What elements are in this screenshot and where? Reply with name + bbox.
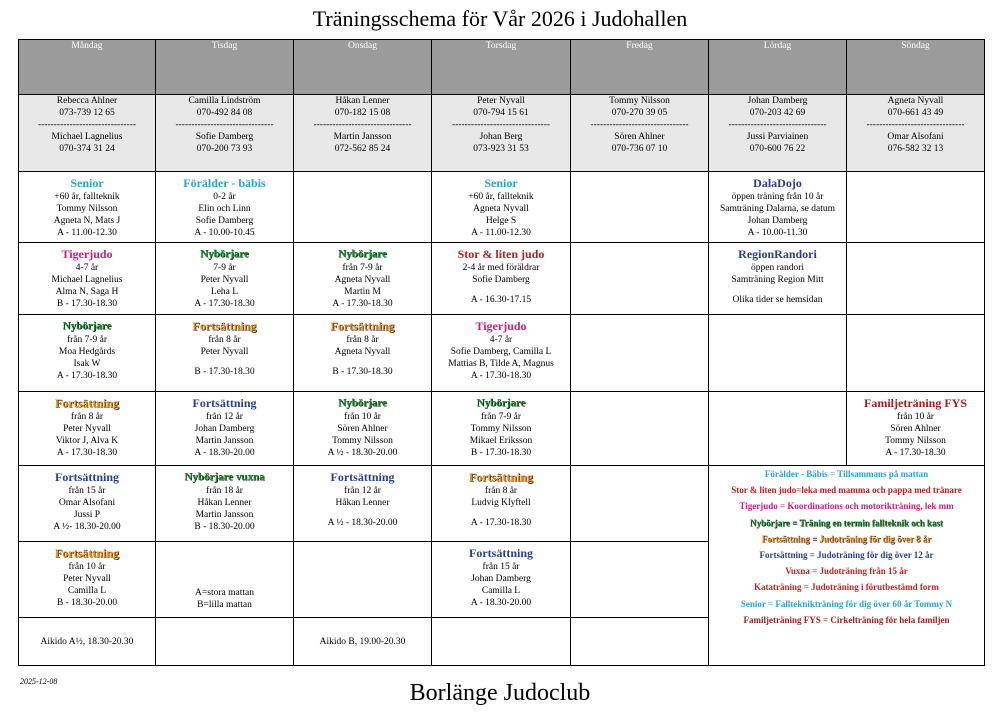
session-assistants: Tommy Nilsson bbox=[332, 436, 393, 446]
contact-name: Johan Berg bbox=[479, 132, 523, 142]
aikido-session: Aikido A½, 18.30-20.30 bbox=[40, 637, 134, 647]
session-time: A - 17.30-18.30 bbox=[194, 299, 255, 309]
session-title: Stor & liten judo bbox=[457, 247, 545, 261]
day-monday: Måndag bbox=[19, 40, 156, 95]
session-time: A - 17.30-18.30 bbox=[470, 518, 532, 528]
session-time: A - 17.30-18.30 bbox=[470, 371, 532, 381]
session-title: Senior bbox=[484, 176, 518, 190]
session-age: 7-9 år bbox=[213, 263, 236, 273]
session-title: Nybörjare bbox=[62, 320, 112, 332]
session-title: Förälder - bäbis bbox=[183, 176, 266, 190]
day-friday: Fredag bbox=[571, 40, 709, 95]
day-saturday: Lördag bbox=[709, 40, 847, 95]
empty-cell bbox=[571, 618, 709, 666]
session-cell bbox=[19, 618, 156, 666]
schedule-row bbox=[19, 315, 985, 392]
contact-phone: 073-739 12 65 bbox=[59, 108, 115, 118]
session-time: A - 17.30-18.30 bbox=[885, 448, 946, 458]
session-leader: Sören Ahlner bbox=[890, 424, 941, 434]
contact-phone: 070-374 31 24 bbox=[59, 144, 115, 154]
empty-cell bbox=[571, 243, 709, 315]
session-age: från 8 år bbox=[484, 486, 518, 496]
session-assistants: Mattias B, Tilde A, Magnus bbox=[448, 359, 554, 369]
session-age: från 10 år bbox=[897, 412, 934, 422]
contact-name: Sören Ahlner bbox=[614, 132, 665, 142]
schedule-row bbox=[19, 392, 985, 466]
session-cell bbox=[19, 542, 156, 618]
session-time: A - 18.30-20.00 bbox=[194, 448, 255, 458]
session-title: Nybörjare vuxna bbox=[184, 471, 265, 483]
session-leader: Peter Nyvall bbox=[200, 347, 249, 357]
session-assistants: Agneta N, Mats J bbox=[53, 216, 121, 226]
session-age: från 7-9 år bbox=[480, 412, 522, 422]
contact-cell bbox=[19, 95, 156, 172]
contact-phone: 070-492 84 08 bbox=[196, 108, 253, 118]
legend-item: Stor & liten judo=leka med mamma och pappa med tränare bbox=[731, 485, 962, 496]
schedule-row bbox=[19, 466, 985, 542]
session-cell bbox=[432, 392, 571, 466]
session-title: Nybörjare bbox=[338, 248, 387, 260]
session-age: från 10 år bbox=[68, 562, 106, 572]
contact-separator: ------------------------------- bbox=[451, 120, 551, 130]
session-leader: Moa Hedgårds bbox=[58, 347, 116, 357]
schedule-row bbox=[19, 172, 985, 243]
empty-cell bbox=[571, 466, 709, 542]
session-assistants: Alma N, Saga H bbox=[55, 287, 119, 297]
session-cell bbox=[432, 466, 571, 542]
session-assistants: Tommy Nilsson bbox=[885, 436, 946, 446]
session-cell bbox=[847, 392, 985, 466]
session-age: från 8 år bbox=[70, 412, 104, 422]
contact-phone: 070-661 43 49 bbox=[887, 108, 944, 118]
session-leader: Sören Ahlner bbox=[337, 424, 388, 434]
contact-name: Sofie Damberg bbox=[195, 132, 254, 142]
session-assistants: Jussi P bbox=[73, 510, 101, 520]
session-cell bbox=[19, 172, 156, 243]
mat-a-label: A=stora mattan bbox=[195, 588, 254, 598]
session-cell bbox=[156, 466, 294, 542]
contact-separator: ------------------------------- bbox=[866, 120, 965, 130]
schedule-row bbox=[19, 243, 985, 315]
session-title: Fortsättning bbox=[55, 470, 119, 484]
session-assistants: Martin Jansson bbox=[195, 436, 254, 446]
mat-b-label: B=lilla mattan bbox=[197, 600, 252, 610]
empty-cell bbox=[709, 315, 847, 392]
session-age: från 7-9 år bbox=[66, 335, 108, 345]
day-tuesday: Tisdag bbox=[156, 40, 294, 95]
session-time: B - 17.30-18.30 bbox=[470, 448, 532, 458]
session-time: A - 17.30-18.30 bbox=[56, 448, 118, 458]
session-leader: Sofie Damberg, Camilla L bbox=[450, 347, 552, 357]
empty-cell bbox=[571, 172, 709, 243]
day-thursday: Torsdag bbox=[432, 40, 571, 95]
session-cell bbox=[19, 315, 156, 392]
contact-name: Jussi Parviainen bbox=[746, 132, 809, 142]
session-age: från 8 år bbox=[208, 335, 241, 345]
legend-item: Förälder - Bäbis = Tillsammans på mattan bbox=[764, 469, 929, 479]
session-cell bbox=[19, 466, 156, 542]
contact-phone: 070-736 07 10 bbox=[611, 144, 668, 154]
session-title: Fortsättning bbox=[469, 546, 533, 560]
day-header-row bbox=[19, 40, 985, 95]
empty-cell bbox=[847, 315, 985, 392]
session-age: från 7-9 år bbox=[342, 263, 383, 273]
session-title: Tigerjudo bbox=[475, 319, 527, 333]
contact-cell bbox=[571, 95, 709, 172]
session-cell bbox=[294, 466, 432, 542]
session-cell bbox=[294, 315, 432, 392]
session-time: B - 18.30-20.00 bbox=[194, 522, 255, 532]
session-time: A - 18.30-20.00 bbox=[470, 598, 532, 608]
legend-item: Vuxna = Judoträning från 15 år bbox=[785, 566, 908, 577]
empty-cell bbox=[156, 618, 294, 666]
session-leader: Tommy Nilsson bbox=[56, 204, 118, 214]
empty-cell bbox=[847, 243, 985, 315]
session-cell bbox=[294, 618, 432, 666]
empty-cell bbox=[709, 392, 847, 466]
contact-phone: 070-270 39 05 bbox=[611, 108, 668, 118]
session-assistants: Martin M bbox=[344, 287, 381, 297]
session-info: Samträning Dalarna, se datum bbox=[719, 204, 836, 214]
legend-item: Tigerjudo = Koordinations och motorikträning, lek mm bbox=[739, 501, 954, 512]
session-time: A - 11.00-12.30 bbox=[471, 228, 531, 238]
contact-cell bbox=[847, 95, 985, 172]
session-age: +60 år, fallteknik bbox=[468, 192, 534, 202]
session-leader: Agneta Nyvall bbox=[334, 347, 391, 357]
contact-phone: 070-794 15 61 bbox=[473, 108, 529, 118]
session-age: från 12 år bbox=[206, 412, 243, 422]
contact-cell bbox=[156, 95, 294, 172]
session-leader: Ludvig Klyftell bbox=[471, 498, 531, 508]
session-cell bbox=[156, 243, 294, 315]
session-cell bbox=[294, 392, 432, 466]
contact-name: Johan Damberg bbox=[747, 96, 808, 106]
legend bbox=[709, 466, 985, 666]
session-assistants: Leha L bbox=[210, 287, 239, 297]
session-time: B - 17.30-18.30 bbox=[56, 299, 118, 309]
session-title: Fortsättning bbox=[330, 319, 395, 333]
contact-name: Martin Jansson bbox=[333, 132, 392, 142]
session-assistants: Helge S bbox=[485, 216, 517, 226]
session-time: A ½ - 18.30-20.00 bbox=[327, 448, 398, 458]
session-leader: Omar Alsofani bbox=[58, 498, 116, 508]
session-cell bbox=[156, 392, 294, 466]
legend-item: Senior = Fallteknikträning för dig över 60 år Tommy N bbox=[740, 598, 953, 609]
session-title: Fortsättning bbox=[469, 470, 533, 484]
session-info: öppen randori bbox=[750, 263, 805, 273]
contact-name: Agneta Nyvall bbox=[887, 96, 944, 106]
session-info: öppen träning från 10 år bbox=[731, 192, 824, 202]
session-leader: Tommy Nilsson bbox=[470, 424, 532, 434]
session-title: Nybörjare bbox=[200, 248, 249, 260]
contact-phone: 070-600 76 22 bbox=[749, 144, 806, 154]
session-time: A - 11.00-12.30 bbox=[57, 228, 117, 238]
session-title: RegionRandori bbox=[738, 247, 817, 261]
session-cell bbox=[432, 542, 571, 618]
session-cell bbox=[709, 243, 847, 315]
session-time: A ½- 18.30-20.00 bbox=[53, 522, 121, 532]
session-age: 4-7 år bbox=[75, 263, 99, 273]
session-cell bbox=[156, 172, 294, 243]
contact-separator: ------------------------------- bbox=[728, 120, 827, 130]
contact-name: Camilla Lindström bbox=[188, 96, 261, 106]
contact-phone: 072-562 85 24 bbox=[334, 144, 391, 154]
empty-cell bbox=[571, 542, 709, 618]
session-age: från 12 år bbox=[344, 486, 381, 496]
session-cell bbox=[156, 315, 294, 392]
session-info: Samträning Region Mitt bbox=[731, 275, 824, 285]
session-leader: Peter Nyvall bbox=[63, 574, 111, 584]
session-time: A - 17.30-18.30 bbox=[56, 371, 118, 381]
session-title: Familjeträning FYS bbox=[864, 396, 967, 410]
session-leader: Peter Nyvall bbox=[63, 424, 111, 434]
session-title: Senior bbox=[70, 176, 104, 190]
legend-item: Nybörjare = Träning en termin fallteknik och kast bbox=[750, 517, 943, 528]
contact-separator: ------------------------------- bbox=[590, 120, 689, 130]
session-title: Tigerjudo bbox=[61, 247, 113, 261]
session-leader: Johan Damberg bbox=[194, 424, 255, 434]
contact-phone: 076-582 32 13 bbox=[887, 144, 944, 154]
session-assistants: Viktor J, Alva K bbox=[55, 436, 119, 446]
session-leader: Michael Lagnelius bbox=[51, 275, 123, 285]
session-time: B - 18.30-20.00 bbox=[56, 598, 118, 608]
session-leader: Johan Damberg bbox=[747, 216, 808, 226]
empty-cell bbox=[847, 172, 985, 243]
empty-cell bbox=[571, 315, 709, 392]
session-title: Fortsättning bbox=[192, 319, 257, 333]
contact-row bbox=[19, 95, 985, 172]
contact-name: Peter Nyvall bbox=[477, 96, 525, 106]
mat-legend-cell bbox=[156, 542, 294, 618]
session-leader: Håkan Lenner bbox=[335, 498, 390, 508]
session-age: från 8 år bbox=[346, 335, 379, 345]
session-age: från 18 år bbox=[206, 486, 243, 496]
session-cell bbox=[709, 172, 847, 243]
contact-cell bbox=[709, 95, 847, 172]
session-leader: Håkan Lenner bbox=[197, 498, 252, 508]
contact-name: Tommy Nilsson bbox=[609, 96, 670, 106]
contact-cell bbox=[294, 95, 432, 172]
session-title: Nybörjare bbox=[338, 397, 387, 409]
contact-name: Rebecca Ahlner bbox=[56, 96, 118, 106]
session-age: 0-2 år bbox=[213, 192, 236, 202]
session-title: Fortsättning bbox=[192, 396, 257, 410]
session-leader: Sofie Damberg bbox=[472, 275, 530, 285]
session-assistants: Camilla L bbox=[67, 586, 107, 596]
contact-separator: ------------------------------- bbox=[37, 120, 137, 130]
session-cell bbox=[432, 243, 571, 315]
legend-item: Fortsättning = Judoträning för dig över 12 år bbox=[759, 550, 934, 561]
session-age: +60 år, fallteknik bbox=[54, 192, 120, 202]
session-leader: Agneta Nyvall bbox=[473, 204, 529, 214]
contact-name: Michael Lagnelius bbox=[51, 132, 123, 142]
day-sunday: Söndag bbox=[847, 40, 985, 95]
legend-item: Kataträning = Judoträning i förutbestämd form bbox=[754, 582, 939, 593]
session-leader: Agneta Nyvall bbox=[334, 275, 391, 285]
session-cell bbox=[432, 315, 571, 392]
session-time: A ½ - 18.30-20.00 bbox=[327, 518, 398, 528]
contact-phone: 073-923 31 53 bbox=[473, 144, 529, 154]
session-time: A - 10.00-10.45 bbox=[194, 228, 255, 238]
document-date: 2025-12-08 bbox=[20, 677, 58, 686]
session-time: B - 17.30-18.30 bbox=[332, 367, 393, 377]
session-time: A - 10.00-11.30 bbox=[747, 228, 808, 238]
page-title: Träningsschema för Vår 2026 i Judohallen bbox=[312, 6, 688, 31]
contact-cell bbox=[432, 95, 571, 172]
contact-separator: ------------------------------- bbox=[175, 120, 274, 130]
session-cell bbox=[432, 172, 571, 243]
empty-cell bbox=[571, 392, 709, 466]
schedule-table bbox=[18, 39, 985, 666]
session-title: DalaDojo bbox=[753, 176, 802, 190]
session-time: A - 17.30-18.30 bbox=[332, 299, 393, 309]
session-title: Fortsättning bbox=[55, 546, 119, 560]
contact-name: Omar Alsofani bbox=[887, 132, 944, 142]
contact-phone: 070-200 73 93 bbox=[196, 144, 253, 154]
session-cell bbox=[294, 243, 432, 315]
session-assistants: Mikael Eriksson bbox=[469, 436, 533, 446]
empty-cell bbox=[294, 172, 432, 243]
contact-phone: 070-182 15 08 bbox=[334, 108, 391, 118]
session-age: 2-4 år med föräldrar bbox=[462, 263, 540, 273]
empty-cell bbox=[432, 618, 571, 666]
session-time: B - 17.30-18.30 bbox=[194, 367, 255, 377]
legend-item: Familjeträning FYS = Cirkelträning för hela familjen bbox=[743, 614, 950, 625]
session-assistants: Sofie Damberg bbox=[195, 216, 254, 226]
contact-name: Håkan Lenner bbox=[335, 96, 390, 106]
session-assistants: Martin Jansson bbox=[195, 510, 254, 520]
session-age: från 10 år bbox=[344, 412, 381, 422]
session-time: A - 16.30-17.15 bbox=[470, 295, 532, 305]
session-title: Fortsättning bbox=[330, 470, 395, 484]
session-leader: Johan Damberg bbox=[471, 574, 531, 584]
aikido-session: Aikido B, 19.00-20.30 bbox=[319, 637, 406, 647]
session-cell bbox=[19, 392, 156, 466]
session-leader: Elin och Linn bbox=[198, 204, 251, 214]
session-assistants: Isak W bbox=[73, 359, 101, 369]
day-wednesday: Onsdag bbox=[294, 40, 432, 95]
session-age: från 15 år bbox=[68, 486, 106, 496]
session-leader: Peter Nyvall bbox=[200, 275, 249, 285]
club-name: Borlänge Judoclub bbox=[409, 680, 591, 706]
contact-phone: 070-203 42 69 bbox=[749, 108, 806, 118]
session-title: Nybörjare bbox=[476, 397, 526, 409]
legend-item: Fortsättning = Judoträning för dig över 8 år bbox=[761, 533, 932, 544]
session-title: Fortsättning bbox=[55, 396, 119, 410]
contact-separator: ------------------------------- bbox=[313, 120, 412, 130]
session-time: Olika tider se hemsidan bbox=[732, 295, 823, 305]
session-assistants: Camilla L bbox=[481, 586, 521, 596]
session-age: från 15 år bbox=[482, 562, 520, 572]
session-cell bbox=[19, 243, 156, 315]
empty-cell bbox=[294, 542, 432, 618]
session-age: 4-7 år bbox=[489, 335, 513, 345]
